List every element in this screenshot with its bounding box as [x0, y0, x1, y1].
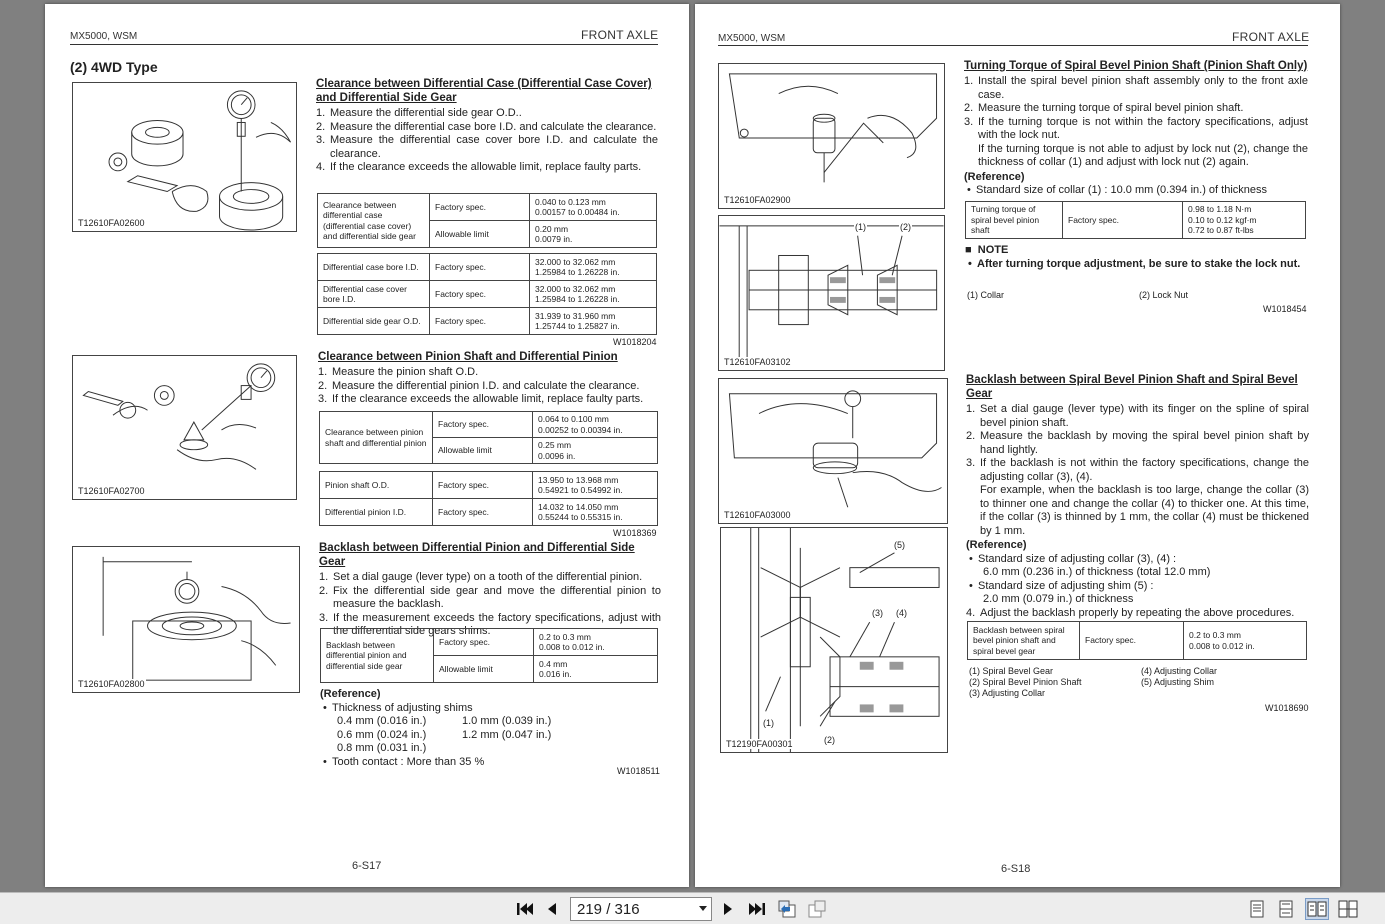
reference-item: Standard size of collar (1) : 10.0 mm (0.394 in.) of thickness	[976, 184, 1268, 196]
spec-value: 0.98 to 1.18 N·m 0.10 to 0.12 kgf·m 0.72 to 0.87 ft-lbs	[1183, 202, 1306, 239]
page-selector[interactable]	[570, 897, 712, 921]
step: 1. Set a dial gauge (lever type) with its finger on the spline of spiral bevel pinion shaft.	[966, 403, 1309, 429]
note-block: ■ NOTE • After turning torque adjustment, be sure to stake the lock nut.	[965, 244, 1301, 270]
figure-diff-case-measure	[72, 82, 297, 232]
last-page-icon	[748, 901, 766, 917]
step: 2. Fix the differential side gear and move the differential pinion to measure the backlash.	[319, 584, 661, 610]
first-page-icon	[516, 901, 534, 917]
step-continuation: For example, when the backlash is too large, change the collar (3) to thinner one and change the collar (4) to thicker one. At this time, if the collar (3) is thinned by 1 mm, the collar (4) must be thickened by 1 mm.	[980, 484, 1309, 537]
legend-item: (2) Lock Nut	[1139, 290, 1189, 300]
note-label: NOTE	[977, 244, 1009, 256]
spec-table	[319, 471, 658, 526]
left-page	[45, 4, 689, 887]
step: 2. Measure the backlash by moving the spiral bevel pinion shaft by hand lightly.	[966, 430, 1309, 456]
spec-table	[965, 201, 1306, 239]
step: 1. Measure the differential side gear O.D..	[316, 107, 522, 119]
two-page-continuous-icon	[1338, 900, 1358, 918]
step: 1. Set a dial gauge (lever type) on a tooth of the differential pinion.	[319, 571, 643, 583]
spec-value: 0.064 to 0.100 mm 0.00252 to 0.00394 in.	[533, 412, 658, 438]
page-header-right: FRONT AXLE	[1232, 30, 1310, 44]
doc-code: W1018454	[1263, 304, 1307, 314]
spec-item: Differential case cover bore I.D.	[318, 281, 430, 308]
spec-item: Backlash between differential pinion and differential side gear	[321, 629, 434, 683]
right-page	[695, 4, 1340, 887]
spec-item: Backlash between spiral bevel pinion shaft and spiral bevel gear	[968, 622, 1080, 660]
first-page-button[interactable]	[514, 898, 536, 920]
note-text: After turning torque adjustment, be sure to stake the lock nut.	[977, 257, 1301, 270]
step: 3. If the clearance exceeds the allowable limit, replace faulty parts.	[318, 393, 644, 405]
continuous-view-button[interactable]	[1274, 898, 1298, 920]
step: 1. Install the spiral bevel pinion shaft assembly only to the front axle case.	[964, 75, 1308, 101]
back-view-icon	[777, 900, 797, 918]
spec-value: 32.000 to 32.062 mm 1.25984 to 1.26228 in.	[530, 281, 657, 308]
shim-size: 0.6 mm (0.024 in.)	[337, 728, 427, 741]
tooth-contact: Tooth contact : More than 35 %	[332, 755, 485, 768]
spec-table	[317, 193, 657, 248]
page-header-right: FRONT AXLE	[581, 28, 659, 42]
last-page-button[interactable]	[746, 898, 768, 920]
spec-label: Factory spec.	[430, 281, 530, 308]
spec-value: 32.000 to 32.062 mm 1.25984 to 1.26228 in.	[530, 254, 657, 281]
spec-item: Differential pinion I.D.	[320, 499, 433, 526]
figure-backlash-measure	[72, 546, 300, 693]
figure-differential-section	[720, 527, 948, 753]
reference-value: 2.0 mm (0.079 in.) of thickness	[983, 593, 1134, 605]
shim-size: 0.4 mm (0.016 in.)	[337, 715, 427, 727]
spec-table	[319, 411, 658, 464]
page-header-left: MX5000, WSM	[718, 33, 786, 44]
spec-value: 0.2 to 0.3 mm 0.008 to 0.012 in.	[534, 629, 658, 656]
go-forward-view-button[interactable]	[805, 898, 829, 920]
page-selector-value: 219 / 316	[577, 900, 640, 918]
callout-label: (1)	[763, 718, 774, 728]
shim-size: 1.0 mm (0.039 in.)	[462, 715, 552, 727]
reference-label: (Reference)	[964, 170, 1025, 183]
continuous-page-icon	[1278, 900, 1294, 918]
doc-code: W1018511	[617, 766, 660, 776]
shim-size: 0.8 mm (0.031 in.)	[337, 742, 427, 754]
doc-code: W1018369	[613, 528, 657, 538]
reference-block: (Reference) • Thickness of adjusting shims 0.4 mm (0.016 in.) 0.6 mm (0.024 in.) 0.8 mm (0.031 in.) 1.0 mm (0.039 in.) 1.2 mm (0.047 in.) • Tooth contact : More than 35 %	[320, 687, 660, 769]
callout-label: (3)	[872, 608, 883, 618]
spec-label: Factory spec.	[430, 194, 530, 221]
single-page-icon	[1249, 900, 1265, 918]
two-page-icon	[1307, 900, 1327, 918]
step: 3. If the measurement exceeds the factory specifications, adjust with the differential side gears shims.	[319, 611, 661, 637]
figure-id: T12610FA03000	[724, 510, 791, 520]
spec-item: Clearance between differential case (differential case cover) and differential side gear	[318, 194, 430, 248]
spec-item: Pinion shaft O.D.	[320, 472, 433, 499]
section-heading: Backlash between Spiral Bevel Pinion Shaft and Spiral Bevel Gear	[966, 374, 1298, 400]
step: 2. Measure the differential pinion I.D. and calculate the clearance.	[318, 379, 640, 392]
section-title: (2) 4WD Type	[70, 59, 158, 75]
spiral-bevel-backlash-section: Backlash between Spiral Bevel Pinion Shaft and Spiral Bevel Gear 1. Set a dial gauge (lever type) with its finger on the spline of spiral bevel pinion shaft. 2. Measure the backlash by moving the spiral bevel pinion shaft by hand lightly. 3. If the backlash is not within the factory specifications, change the adjusting collar (3), (4). For example, when the backlash is too large, change the collar (3) to thinner one and change the collar (4) to thicker one. At this time, if the collar (3) is thinned by 1 mm, the collar (4) must be thickened by 1 mm. (Reference) • Standard size of adjusting collar (3), (4) : 6.0 mm (0.236 in.) of thickness (total 12.0 mm) • Standard size of adjusting shim (5) : 2.0 mm (0.079 in.) of thickness 4. Adjust the backlash properly by repeating the above procedures.	[966, 374, 1309, 619]
note-square-icon: ■	[965, 244, 972, 256]
callout-label: (4)	[896, 608, 907, 618]
spec-item: Differential case bore I.D.	[318, 254, 430, 281]
reference-label: (Reference)	[320, 688, 381, 700]
spec-value: 14.032 to 14.050 mm 0.55244 to 0.55315 in.	[533, 499, 658, 526]
forward-view-icon	[807, 900, 827, 918]
previous-page-button[interactable]	[542, 898, 562, 920]
step: 4. If the clearance exceeds the allowable limit, replace faulty parts.	[316, 161, 642, 173]
section-heading: Turning Torque of Spiral Bevel Pinion Shaft (Pinion Shaft Only)	[964, 60, 1308, 72]
page-header-left: MX5000, WSM	[70, 31, 138, 42]
callout-label: (5)	[894, 540, 905, 550]
callout-label: (2)	[824, 735, 835, 745]
spec-table	[320, 628, 658, 683]
header-rule	[718, 45, 1308, 46]
step: 3. Measure the differential case cover bore I.D. and calculate the clearance.	[316, 134, 658, 160]
figure-turning-torque	[718, 63, 945, 209]
section-heading: Backlash between Differential Pinion and Differential Side Gear	[319, 542, 635, 568]
shim-size: 1.2 mm (0.047 in.)	[462, 728, 552, 741]
doc-code: W1018204	[613, 337, 657, 347]
spec-label: Factory spec.	[433, 472, 533, 499]
figure-pinion-shaft-section	[718, 215, 945, 371]
figure-id: T12610FA03102	[724, 357, 791, 367]
figure-id: T12610FA02600	[78, 218, 145, 228]
legend-item: (4) Adjusting Collar	[1141, 666, 1218, 676]
figure-id: T12610FA02700	[78, 486, 145, 496]
spec-label: Factory spec.	[430, 308, 530, 335]
spec-label: Factory spec.	[1063, 202, 1183, 239]
header-rule	[70, 44, 658, 45]
spec-item: Clearance between pinion shaft and differential pinion	[320, 412, 433, 464]
figure-id: T12610FA02900	[724, 195, 791, 205]
reference-value: 6.0 mm (0.236 in.) of thickness (total 12.0 mm)	[983, 566, 1211, 578]
spec-label: Factory spec.	[433, 412, 533, 438]
spec-value: 13.950 to 13.968 mm 0.54921 to 0.54992 in.	[533, 472, 658, 499]
spec-label: Factory spec.	[430, 254, 530, 281]
spec-value: 0.2 to 0.3 mm 0.008 to 0.012 in.	[1184, 622, 1307, 660]
viewer-toolbar	[0, 892, 1385, 924]
figure-id: T12190FA00301	[726, 739, 793, 749]
spec-label: Factory spec.	[433, 499, 533, 526]
step: 3. If the backlash is not within the factory specifications, change the adjusting collar (3), (4).	[966, 457, 1309, 483]
section-heading: Clearance between Differential Case (Differential Case Cover) and Differential Side Gear	[316, 78, 652, 104]
step: 4. Adjust the backlash properly by repeating the above procedures.	[966, 606, 1295, 619]
single-page-view-button[interactable]	[1245, 898, 1269, 920]
legend-item: (1) Collar	[967, 290, 1005, 300]
legend-item: (3) Adjusting Collar	[969, 688, 1046, 698]
spec-label: Allowable limit	[433, 438, 533, 464]
step: 1. Measure the pinion shaft O.D.	[318, 366, 479, 378]
reference-label: (Reference)	[966, 539, 1027, 551]
legend-left	[969, 666, 1082, 699]
spec-value: 31.939 to 31.960 mm 1.25744 to 1.25827 in.	[530, 308, 657, 335]
figure-pinion-shaft-measure	[72, 355, 297, 500]
figure-spiral-bevel-backlash	[718, 378, 948, 524]
next-page-icon	[722, 901, 734, 917]
step: 2. Measure the differential case bore I.D. and calculate the clearance.	[316, 120, 657, 133]
legend-item: (5) Adjusting Shim	[1141, 677, 1215, 687]
spec-label: Factory spec.	[1080, 622, 1184, 660]
spec-item: Turning torque of spiral bevel pinion shaft	[966, 202, 1063, 239]
reference-item: Standard size of adjusting shim (5) :	[978, 579, 1154, 592]
two-page-continuous-view-button[interactable]	[1336, 898, 1360, 920]
dial-gauge-illustration	[73, 83, 296, 231]
page-number: 6-S18	[1001, 863, 1031, 875]
next-page-button[interactable]	[718, 898, 738, 920]
spec-item: Differential side gear O.D.	[318, 308, 430, 335]
legend-item: (1) Spiral Bevel Gear	[969, 666, 1054, 676]
step: 2. Measure the turning torque of spiral bevel pinion shaft.	[964, 102, 1244, 114]
previous-page-icon	[546, 901, 558, 917]
turning-torque-section: Turning Torque of Spiral Bevel Pinion Shaft (Pinion Shaft Only) 1. Install the spiral bevel pinion shaft assembly only to the front axle case. 2. Measure the turning torque of spiral bevel pinion shaft. 3. If the turning torque is not within the factory specifications, adjust with the lock nut. If the turning torque is not able to adjust by lock nut (2), change the thickness of collar (1) and adjust with lock nut (2) again. (Reference) • Standard size of collar (1) : 10.0 mm (0.394 in.) of thickness	[964, 60, 1308, 196]
legend-right	[1141, 666, 1217, 688]
spec-label: Factory spec.	[434, 629, 534, 656]
two-page-view-button[interactable]	[1305, 898, 1329, 920]
figure-id: T12610FA02800	[78, 679, 145, 689]
chevron-down-icon	[699, 906, 707, 911]
spec-label: Allowable limit	[430, 221, 530, 248]
callout-label: (1)	[855, 222, 866, 232]
go-back-view-button[interactable]	[775, 898, 799, 920]
shims-label: Thickness of adjusting shims	[332, 701, 473, 714]
spec-value: 0.25 mm 0.0096 in.	[533, 438, 658, 464]
spec-value: 0.040 to 0.123 mm 0.00157 to 0.00484 in.	[530, 194, 657, 221]
doc-code: W1018690	[1265, 703, 1309, 713]
step: 3. If the turning torque is not within the factory specifications, adjust with the lock nut.	[964, 115, 1308, 141]
page-number: 6-S17	[352, 860, 382, 872]
pinion-shaft-clearance-section	[318, 350, 658, 407]
spec-table	[317, 253, 657, 335]
reference-item: Standard size of adjusting collar (3), (4) :	[978, 552, 1177, 565]
diff-pinion-backlash-section	[319, 541, 661, 639]
diff-case-clearance-section	[316, 77, 658, 175]
legend-item: (2) Spiral Bevel Pinion Shaft	[969, 677, 1082, 687]
spec-value: 0.20 mm 0.0079 in.	[530, 221, 657, 248]
section-heading: Clearance between Pinion Shaft and Differential Pinion	[318, 351, 618, 363]
step-continuation: If the turning torque is not able to adjust by lock nut (2), change the thickness of collar (1) and adjust with lock nut (2) again.	[978, 142, 1308, 168]
spec-label: Allowable limit	[434, 656, 534, 683]
spec-value: 0.4 mm 0.016 in.	[534, 656, 658, 683]
callout-label: (2)	[900, 222, 911, 232]
spec-table	[967, 621, 1307, 660]
